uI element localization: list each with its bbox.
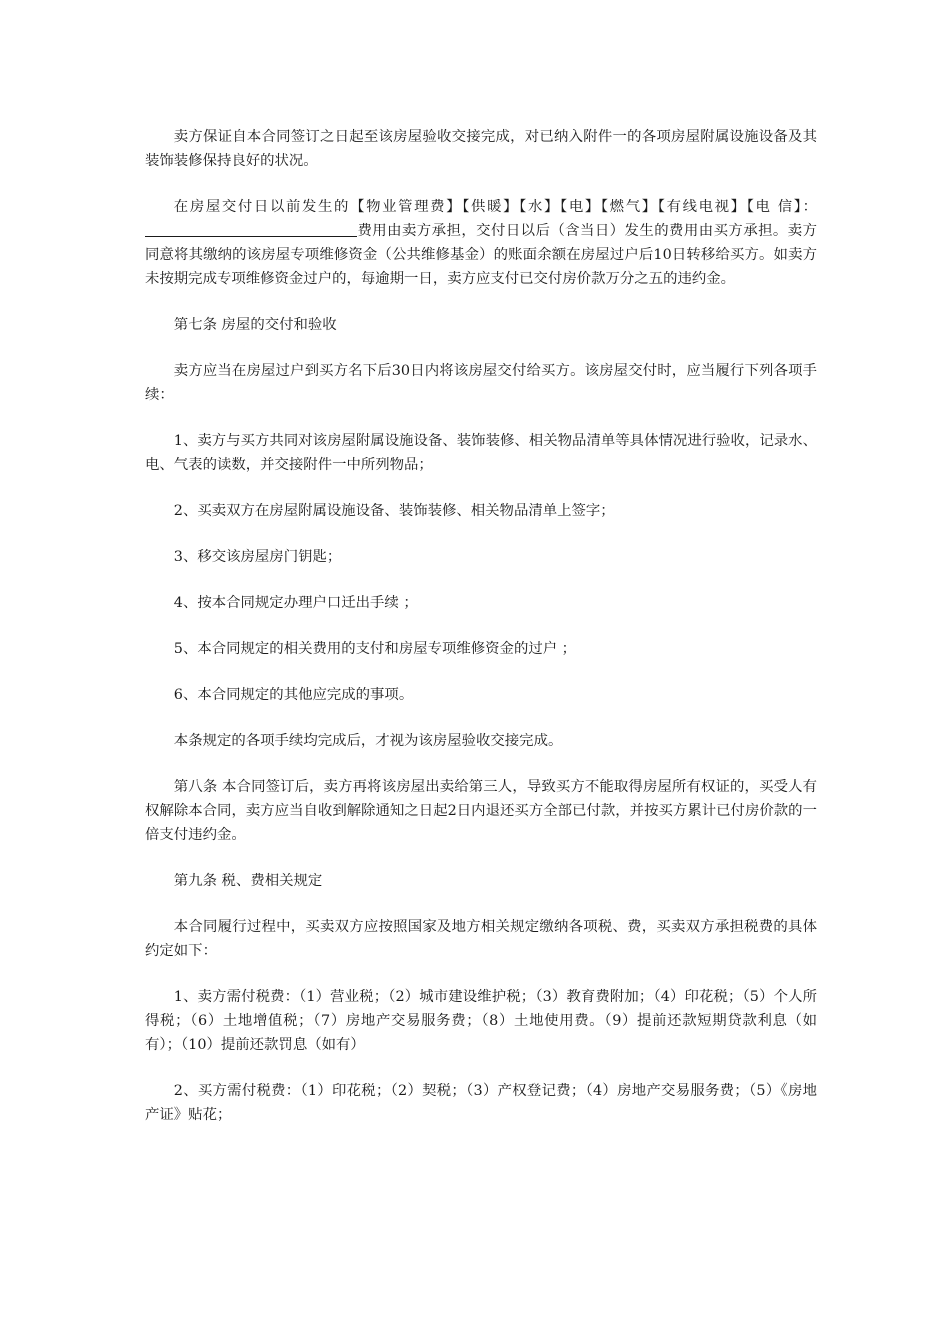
paragraph-delivery-term: 卖方应当在房屋过户到买方名下后30日内将该房屋交付给买方。该房屋交付时，应当履行下列各项手续： — [145, 363, 817, 403]
fees-text-before-blank: 在房屋交付日以前发生的【物业管理费】【供暖】【水】【电】【燃气】【有线电视】【电 信】： — [173, 199, 817, 215]
list-item-procedure-2: 2、买卖双方在房屋附属设施设备、装饰装修、相关物品清单上签字； — [173, 503, 615, 519]
list-item-seller-taxes: 1、卖方需付税费：（1）营业税；（2）城市建设维护税；（3）教育费附加；（4）印花税；（5）个人所得税；（6）土地增值税；（7）房地产交易服务费；（8）土地使用费。（9）提前还款短期贷款利息（如有）；（10）提前还款罚息（如有） — [145, 989, 817, 1053]
fees-text-after-blank: 费用由卖方承担，交付日以后（含当日）发生的费用由买方承担。卖方同意将其缴纳的该房屋专项维修资金（公共维修基金）的账面余额在房屋过户后10日转移给买方。如卖方未按期完成专项维修资金过户的，每逾期一日，卖方应支付已交付房价款万分之五的违约金。 — [145, 223, 817, 287]
list-item-procedure-6: 6、本合同规定的其他应完成的事项。 — [173, 687, 414, 703]
fill-in-blank-line — [145, 220, 357, 237]
list-item-buyer-taxes: 2、买方需付税费：（1）印花税；（2）契税；（3）产权登记费；（4）房地产交易服务费；（5）《房地产证》贴花； — [145, 1083, 817, 1123]
list-item-procedure-1: 1、卖方与买方共同对该房屋附属设施设备、装饰装修、相关物品清单等具体情况进行验收，记录水、电、气表的读数，并交接附件一中所列物品； — [145, 433, 817, 473]
paragraph-fees-before-delivery — [145, 195, 817, 291]
paragraph-handover-complete: 本条规定的各项手续均完成后，才视为该房屋验收交接完成。 — [173, 733, 563, 749]
list-item-procedure-5: 5、本合同规定的相关费用的支付和房屋专项维修资金的过户 ； — [173, 641, 577, 657]
list-item-procedure-4: 4、按本合同规定办理户口迁出手续 ； — [173, 595, 418, 611]
article-8-paragraph: 第八条 本合同签订后，卖方再将该房屋出卖给第三人，导致买方不能取得房屋所有权证的，买受人有权解除本合同，卖方应当自收到解除通知之日起2日内退还买方全部已付款，并按买方累计已付房价款的一倍支付违约金。 — [145, 779, 817, 843]
paragraph-seller-guarantee: 卖方保证自本合同签订之日起至该房屋验收交接完成，对已纳入附件一的各项房屋附属设施设备及其装饰装修保持良好的状况。 — [145, 129, 817, 169]
paragraph-tax-intro: 本合同履行过程中，买卖双方应按照国家及地方相关规定缴纳各项税、费，买卖双方承担税费的具体约定如下： — [145, 919, 817, 959]
article-7-heading: 第七条 房屋的交付和验收 — [173, 317, 337, 333]
list-item-procedure-3: 3、移交该房屋房门钥匙； — [173, 549, 342, 565]
document-body — [145, 125, 817, 1149]
article-9-heading: 第九条 税、费相关规定 — [173, 873, 323, 889]
